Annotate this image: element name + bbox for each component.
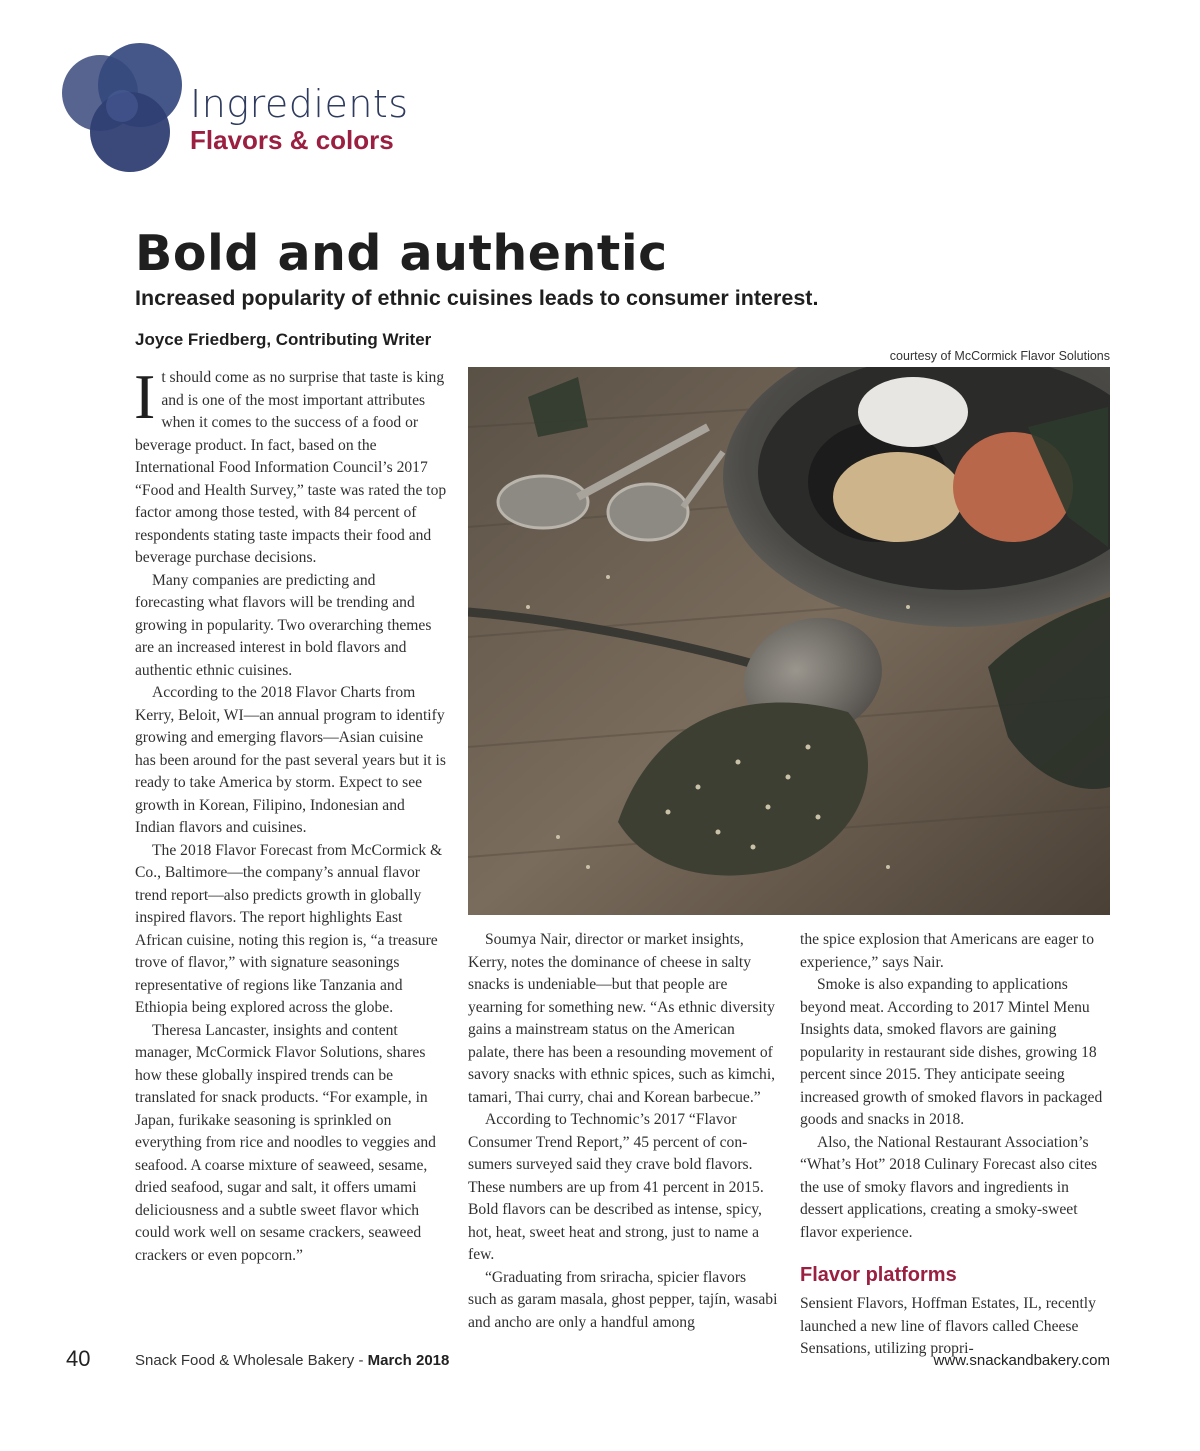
drop-cap: I bbox=[134, 361, 156, 432]
paragraph-1 bbox=[134, 361, 447, 570]
paragraph-4: The 2018 Flavor Forecast from McCormick & Co., Baltimore—the company’s annual flavor trend report—also predicts growth in globally inspired flavors. The report highlights East African cuisine, noting this region is, “a treasure trove of flavor,” with signature seasonings representative of regions like Tanzania and Ethiopia being explored across the globe. bbox=[135, 841, 443, 1016]
footer-separator: - bbox=[354, 1352, 368, 1369]
paragraph-8: “Graduating from sriracha, spicier flavors such as garam masala, ghost pepper, tajín, wasabi and ancho are only a handful among bbox=[468, 1268, 778, 1331]
paragraph-11: Also, the National Restaurant Association’s “What’s Hot” 2018 Culinary Forecast also cites the use of smoky flavors and ingredients in dessert applications, creating a smoky-sweet flavor experience. bbox=[800, 1133, 1098, 1241]
publication-name: Snack Food & Wholesale Bakery bbox=[135, 1352, 355, 1369]
paragraph-5: Theresa Lancaster, insights and content manager, McCormick Flavor Solutions, shares how these globally inspired trends can be translated for snack products. “For example, in Japan, furikake seasoning is sprinkled on everything from rice and noodles to veggies and seafood. A coarse mixture of seaweed, sesame, dried seafood, sugar and salt, it offers umami deliciousness and a subtle sweet flavor which could work well on sesame crackers, seaweed crackers or even popcorn.” bbox=[135, 1021, 436, 1264]
article-photo bbox=[468, 367, 1110, 915]
paragraph-1-text: t should come as no surprise that taste is king and is one of the most important attributes when it comes to the success of a food or beverage product. In fact, based on the International Food Information Council’s 2017 “Food and Health Survey,” taste was rated the top factor among those tested, with 84 percent of respondents stating taste impacts their food and beverage purchase decisions. bbox=[135, 369, 447, 566]
section-logo bbox=[60, 40, 184, 174]
article-deck: Increased popularity of ethnic cuisines leads to consumer interest. bbox=[135, 286, 819, 310]
section-subtitle: Flavors & colors bbox=[190, 125, 394, 155]
paragraph-12: Sensient Flavors, Hoffman Estates, IL, recently launched a new line of flavors called Cheese Sensations, utilizing propri- bbox=[800, 1295, 1096, 1357]
paragraph-2: Many companies are predicting and forecasting what flavors will be trending and growing in popularity. Two overarching themes are an increased interest in bold flavors and authentic ethnic cuisines. bbox=[135, 571, 432, 679]
issue-date: March 2018 bbox=[367, 1352, 450, 1369]
paragraph-10: Smoke is also expanding to applications beyond meat. According to 2017 Mintel Menu Insights data, smoked flavors are gaining popularity in restaurant side dishes, growing 18 percent since 2015. They anticipate seeing increased growth of smoked flavors in packaged goods and snacks in 2018. bbox=[800, 976, 1103, 1128]
section-title: Ingredients bbox=[190, 82, 409, 126]
footer-publication bbox=[135, 1352, 449, 1369]
paragraph-9: the spice explosion that Americans are eager to experience,” says Nair. bbox=[800, 931, 1095, 971]
paragraph-6: Soumya Nair, director or market insights, Kerry, notes the dominance of cheese in salty snacks is undeniable—but that people are yearning for something new. “As ethnic diversity gains a mainstream status on the American palate, there has been a resounding movement of savory snacks with ethnic spices, such as kimchi, tamari, Thai curry, chai and Korean barbecue.” bbox=[468, 931, 776, 1106]
footer-url[interactable]: www.snackandbakery.com bbox=[933, 1352, 1110, 1369]
paragraph-7: According to Technomic’s 2017 “Flavor Consumer Trend Report,” 45 percent of consumers surveyed said they crave bold flavors. These numbers are up from 41 percent in 2015. Bold flavors can be described as intense, spicy, hot, heat, sweet heat and strong, just to name a few. bbox=[468, 1111, 764, 1263]
article-column-2 bbox=[468, 929, 778, 1334]
page-number: 40 bbox=[66, 1346, 91, 1371]
subhead-flavor-platforms: Flavor platforms bbox=[800, 1264, 957, 1286]
article-column-3 bbox=[800, 929, 1110, 1361]
article-column-1 bbox=[134, 361, 447, 1267]
paragraph-3: According to the 2018 Flavor Charts from Kerry, Beloit, WI—an annual program to identify growing and emerging flavors—Asian cuisine has been around for the past several years but it is ready to take America by storm. Expect to see growth in Korean, Filipino, Indonesian and Indian flavors and cuisines. bbox=[135, 684, 446, 836]
article-byline: Joyce Friedberg, Contributing Writer bbox=[135, 330, 432, 349]
article-headline: Bold and authentic bbox=[135, 225, 668, 282]
photo-credit: courtesy of McCormick Flavor Solutions bbox=[889, 349, 1110, 363]
